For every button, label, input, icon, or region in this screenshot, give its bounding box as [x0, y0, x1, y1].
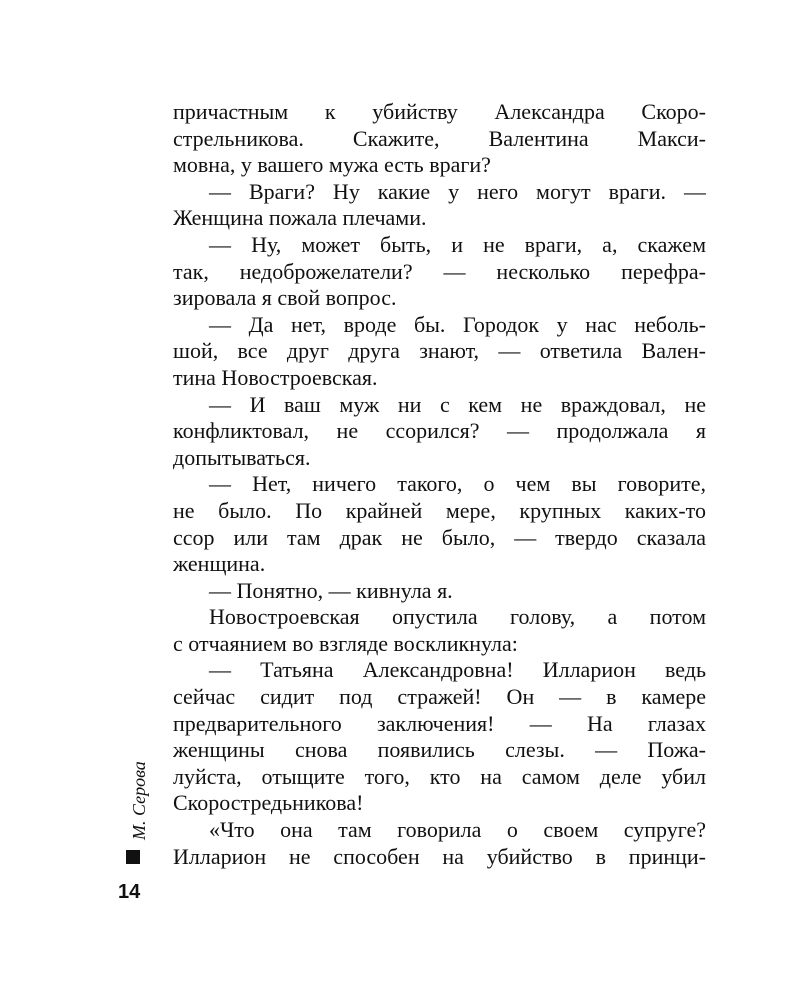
text-line: — Понятно, — кивнула я.	[209, 577, 453, 603]
text-line: стрельникова. Скажите, Валентина Макси-	[173, 125, 706, 151]
text-line: «Что она там говорила о своем супруге?	[209, 817, 706, 843]
running-head-author: М. Серова	[129, 761, 149, 840]
text-line: с отчаянием во взгляде воскликнула:	[173, 630, 518, 656]
body-text	[173, 99, 706, 870]
text-line: тина Новостроевская.	[173, 364, 378, 390]
text-line: Новостроевская опустила голову, а потом	[209, 604, 706, 630]
page-number: 14	[118, 881, 141, 903]
text-line: конфликтовал, не ссорился? — продолжала я	[173, 418, 706, 444]
text-line: шой, все друг друга знают, — ответила Вален-	[173, 338, 706, 364]
text-line: сейчас сидит под стражей! Он — в камере	[173, 684, 706, 710]
text-line: женщины снова появились слезы. — Пожа-	[173, 737, 706, 763]
text-line: — Ну, может быть, и не враги, а, скажем	[209, 231, 706, 257]
text-line: не было. По крайней мере, крупных каких-то	[173, 497, 706, 523]
text-line: — И ваш муж ни с кем не враждовал, не	[209, 391, 706, 417]
text-line: — Татьяна Александровна! Илларион ведь	[209, 657, 706, 683]
text-line: — Враги? Ну какие у него могут враги. —	[209, 178, 706, 204]
text-line: предварительного заключения! — На глазах	[173, 710, 706, 736]
text-line: ссор или там драк не было, — твердо сказала	[173, 524, 706, 550]
text-line: Женщина пожала плечами.	[173, 205, 427, 231]
square-marker-icon	[126, 850, 140, 864]
text-line: луйста, отыщите того, кто на самом деле убил	[173, 763, 706, 789]
text-line: так, недоброжелатели? — несколько перефра-	[173, 258, 706, 284]
text-line: женщина.	[173, 551, 266, 577]
text-line: причастным к убийству Александра Скоро-	[173, 99, 706, 124]
text-line: — Да нет, вроде бы. Городок у нас неболь-	[209, 311, 706, 337]
text-line: — Нет, ничего такого, о чем вы говорите,	[209, 471, 706, 497]
text-line: допытываться.	[173, 444, 311, 470]
text-line: мовна, у вашего мужа есть враги?	[173, 152, 491, 178]
text-line: Скоростредьникова!	[173, 790, 364, 816]
text-line: Илларион не способен на убийство в принци-	[173, 843, 706, 869]
text-line: зировала я свой вопрос.	[173, 285, 397, 311]
